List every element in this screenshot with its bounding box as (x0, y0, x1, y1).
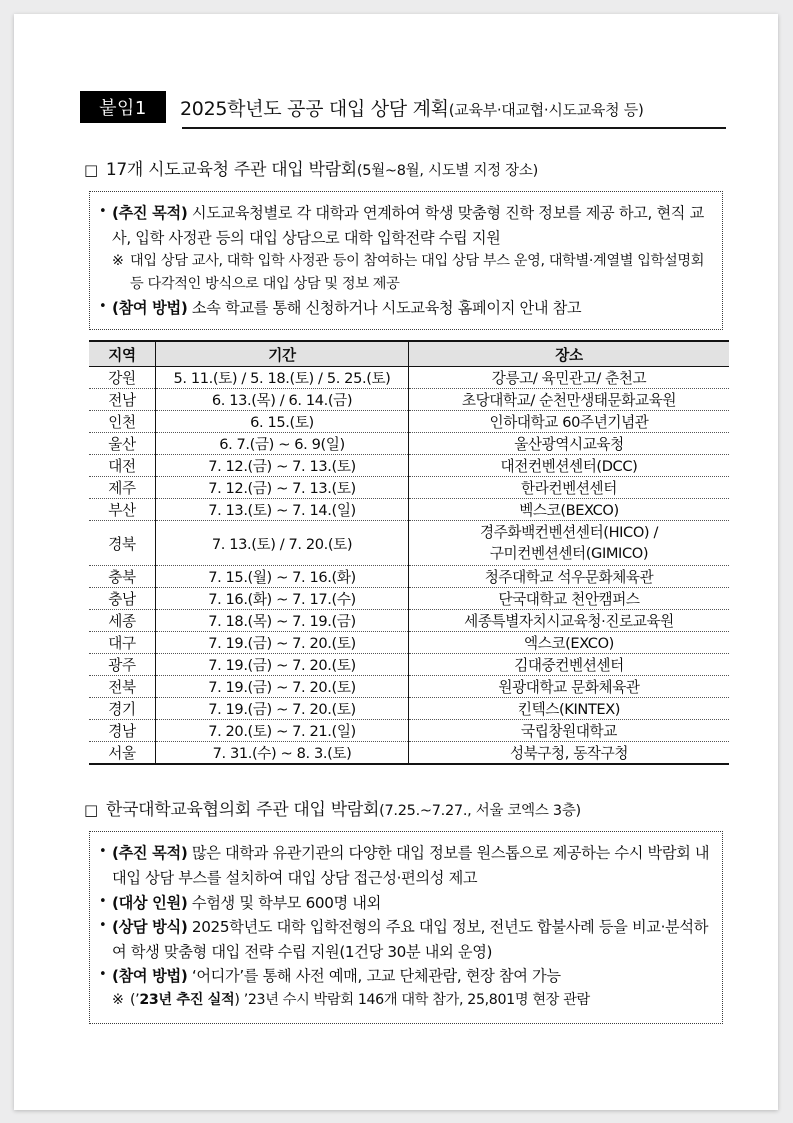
section-2-bullet-1-body: 많은 대학과 유관기관의 다양한 대입 정보를 원스톱으로 제공하는 수시 박람회 내 대입 상담 부스를 설치하여 대입 상담 접근성·편의성 제고 (112, 844, 710, 887)
section-1-note (99, 250, 711, 295)
page-title-main: 2025학년도 공공 대입 상담 계획 (180, 97, 449, 120)
section-1-bullet-2 (99, 296, 711, 321)
bullet-dot-icon: • (99, 844, 107, 860)
cell-venue: 울산광역시교육청 (409, 433, 730, 455)
section-2-heading-paren: (7.25.~7.27., 서울 코엑스 3층) (379, 803, 581, 820)
reference-mark-icon: ※ (112, 992, 124, 1009)
cell-region: 경남 (89, 720, 156, 742)
section-2-bullet-2-body: 수험생 및 학부모 600명 내외 (187, 893, 381, 912)
cell-venue: 단국대학교 천안캠퍼스 (409, 588, 730, 610)
cell-period: 7. 19.(금) ~ 7. 20.(토) (156, 632, 409, 654)
document-page (14, 14, 778, 1110)
section-2-bullet-1-label: (추진 목적) (112, 844, 188, 863)
cell-period: 7. 19.(금) ~ 7. 20.(토) (156, 698, 409, 720)
table-row (89, 367, 729, 389)
bullet-dot-icon: • (99, 918, 107, 934)
section-2-note-prefix: (’ (130, 992, 140, 1009)
cell-venue: 세종특별자치시교육청·진로교육원 (409, 610, 730, 632)
section-1-bullet-2-label: (참여 방법) (112, 298, 188, 317)
document-header (80, 90, 726, 124)
bullet-dot-icon: • (99, 204, 107, 219)
table-row (89, 654, 729, 676)
cell-region: 경북 (89, 521, 156, 566)
table-row (89, 676, 729, 698)
column-header-venue: 장소 (409, 341, 730, 367)
bullet-dot-icon: • (99, 893, 107, 909)
fair-schedule-table (89, 340, 729, 765)
section-2-bullet-2-text (112, 891, 711, 916)
cell-venue: 성북구청, 동작구청 (409, 742, 730, 765)
table-row (89, 499, 729, 521)
cell-period: 7. 16.(화) ~ 7. 17.(수) (156, 588, 409, 610)
section-1-bullet-1-label: (추진 목적) (112, 204, 188, 222)
cell-period: 7. 19.(금) ~ 7. 20.(토) (156, 654, 409, 676)
cell-region: 광주 (89, 654, 156, 676)
cell-venue: 청주대학교 석우문화체육관 (409, 566, 730, 588)
cell-venue: 킨텍스(KINTEX) (409, 698, 730, 720)
section-2-bullet-3-body: 2025학년도 대학 입학전형의 주요 대입 정보, 전년도 합불사례 등을 비교·분석하여 학생 맞춤형 대입 전략 수립 지원(1건당 30분 내외 운영) (112, 918, 709, 961)
section-1-bullet-1 (99, 201, 711, 250)
cell-region: 인천 (89, 411, 156, 433)
cell-region: 대전 (89, 455, 156, 477)
cell-period: 7. 19.(금) ~ 7. 20.(토) (156, 676, 409, 698)
section-1-bullet-2-body: 소속 학교를 통해 신청하거나 시도교육청 홈페이지 안내 참고 (187, 298, 582, 317)
section-2-bullet-4-label: (참여 방법) (112, 967, 188, 986)
cell-period: 6. 7.(금) ~ 6. 9(일) (156, 433, 409, 455)
bullet-dot-icon: • (99, 967, 107, 983)
section-1-heading (84, 155, 726, 180)
section-1-bullet-1-text (112, 201, 711, 250)
cell-period: 7. 15.(월) ~ 7. 16.(화) (156, 566, 409, 588)
cell-venue: 대전컨벤션센터(DCC) (409, 455, 730, 477)
document-content (80, 90, 726, 1024)
section-2-bullet-2 (99, 891, 711, 916)
section-2-note-text (130, 989, 711, 1012)
cell-region: 제주 (89, 477, 156, 499)
cell-venue: 벡스코(BEXCO) (409, 499, 730, 521)
table-body (89, 367, 729, 765)
section-2-info-box (89, 831, 723, 1023)
reference-mark-icon: ※ (112, 253, 124, 270)
cell-region: 강원 (89, 367, 156, 389)
section-1-heading-paren: (5월~8월, 시도별 지정 장소) (356, 163, 538, 179)
page-title-paren: (교육부·대교협·시도교육청 등) (448, 100, 644, 119)
cell-period: 6. 13.(목) / 6. 14.(금) (156, 389, 409, 411)
section-2-bullet-2-label: (대상 인원) (112, 893, 188, 912)
title-underline (182, 127, 726, 129)
cell-venue: 초당대학교/ 순천만생태문화교육원 (409, 389, 730, 411)
bullet-dot-icon: • (99, 298, 107, 314)
section-2-bullet-1-text (112, 841, 711, 890)
table-header (89, 341, 729, 367)
section-2-bullet-4-body: ‘어디가’를 통해 사전 예매, 고교 단체관람, 현장 참여 가능 (187, 967, 561, 986)
table-row (89, 411, 729, 433)
cell-region: 부산 (89, 499, 156, 521)
table-row (89, 610, 729, 632)
cell-region: 울산 (89, 433, 156, 455)
cell-venue: 인하대학교 60주년기념관 (409, 411, 730, 433)
column-header-region: 지역 (89, 341, 156, 367)
table-row (89, 720, 729, 742)
table-row (89, 521, 729, 566)
section-2-bullet-4-text (112, 964, 711, 989)
table-row (89, 588, 729, 610)
cell-venue: 강릉고/ 육민관고/ 춘천고 (409, 367, 730, 389)
table-row (89, 632, 729, 654)
cell-region: 전남 (89, 389, 156, 411)
section-2-note (99, 989, 711, 1012)
cell-region: 서울 (89, 742, 156, 765)
cell-region: 대구 (89, 632, 156, 654)
cell-region: 경기 (89, 698, 156, 720)
cell-period: 5. 11.(토) / 5. 18.(토) / 5. 25.(토) (156, 367, 409, 389)
cell-period: 7. 13.(토) ~ 7. 14.(일) (156, 499, 409, 521)
table-row (89, 389, 729, 411)
section-1-bullet-1-body: 시도교육청별로 각 대학과 연계하여 학생 맞춤형 진학 정보를 제공 하고, 현직 교사, 입학 사정관 등의 대입 상담으로 대학 입학전략 수립 지원 (112, 204, 704, 247)
cell-venue: 원광대학교 문화체육관 (409, 676, 730, 698)
section-2-heading (84, 795, 726, 820)
column-header-period: 기간 (156, 341, 409, 367)
cell-venue: 국립창원대학교 (409, 720, 730, 742)
section-2-bullet-1 (99, 841, 711, 890)
section-2-bullet-4 (99, 964, 711, 989)
section-2-bullet-3 (99, 915, 711, 964)
section-2-note-body: ) ’23년 수시 박람회 146개 대학 참가, 25,801명 현장 관람 (234, 992, 590, 1009)
cell-venue: 경주화백컨벤션센터(HICO) / 구미컨벤션센터(GIMICO) (409, 521, 730, 566)
attachment-badge: 붙임1 (80, 91, 166, 123)
page-title (180, 94, 644, 121)
table-header-row (89, 341, 729, 367)
section-2-bullet-3-text (112, 915, 711, 964)
section-1-heading-main: 17개 시도교육청 주관 대입 박람회 (105, 160, 357, 180)
cell-region: 전북 (89, 676, 156, 698)
cell-period: 6. 15.(토) (156, 411, 409, 433)
cell-period: 7. 12.(금) ~ 7. 13.(토) (156, 477, 409, 499)
section-1-square-icon: □ (84, 161, 98, 179)
cell-period: 7. 20.(토) ~ 7. 21.(일) (156, 720, 409, 742)
cell-venue: 엑스코(EXCO) (409, 632, 730, 654)
section-2-heading-main: 한국대학교육협의회 주관 대입 박람회 (105, 800, 380, 821)
table-row (89, 698, 729, 720)
table-row (89, 433, 729, 455)
cell-period: 7. 12.(금) ~ 7. 13.(토) (156, 455, 409, 477)
cell-period: 7. 18.(목) ~ 7. 19.(금) (156, 610, 409, 632)
cell-venue: 한라컨벤션센터 (409, 477, 730, 499)
cell-period: 7. 31.(수) ~ 8. 3.(토) (156, 742, 409, 765)
table-row (89, 455, 729, 477)
cell-period: 7. 13.(토) / 7. 20.(토) (156, 521, 409, 566)
section-2-note-label: 23년 추진 실적 (139, 992, 235, 1009)
cell-region: 충남 (89, 588, 156, 610)
cell-region: 세종 (89, 610, 156, 632)
table-row (89, 477, 729, 499)
table-row (89, 566, 729, 588)
cell-venue: 김대중컨벤션센터 (409, 654, 730, 676)
section-1-bullet-2-text (112, 296, 711, 321)
section-2-square-icon: □ (84, 801, 98, 820)
section-2-bullet-3-label: (상담 방식) (112, 918, 188, 937)
table-row (89, 742, 729, 765)
section-1-info-box (89, 191, 723, 330)
cell-region: 충북 (89, 566, 156, 588)
section-1-note-text: 대입 상담 교사, 대학 입학 사정관 등이 참여하는 대입 상담 부스 운영, 대학별·계열별 입학설명회 등 다각적인 방식으로 대입 상담 및 정보 제공 (130, 253, 705, 292)
